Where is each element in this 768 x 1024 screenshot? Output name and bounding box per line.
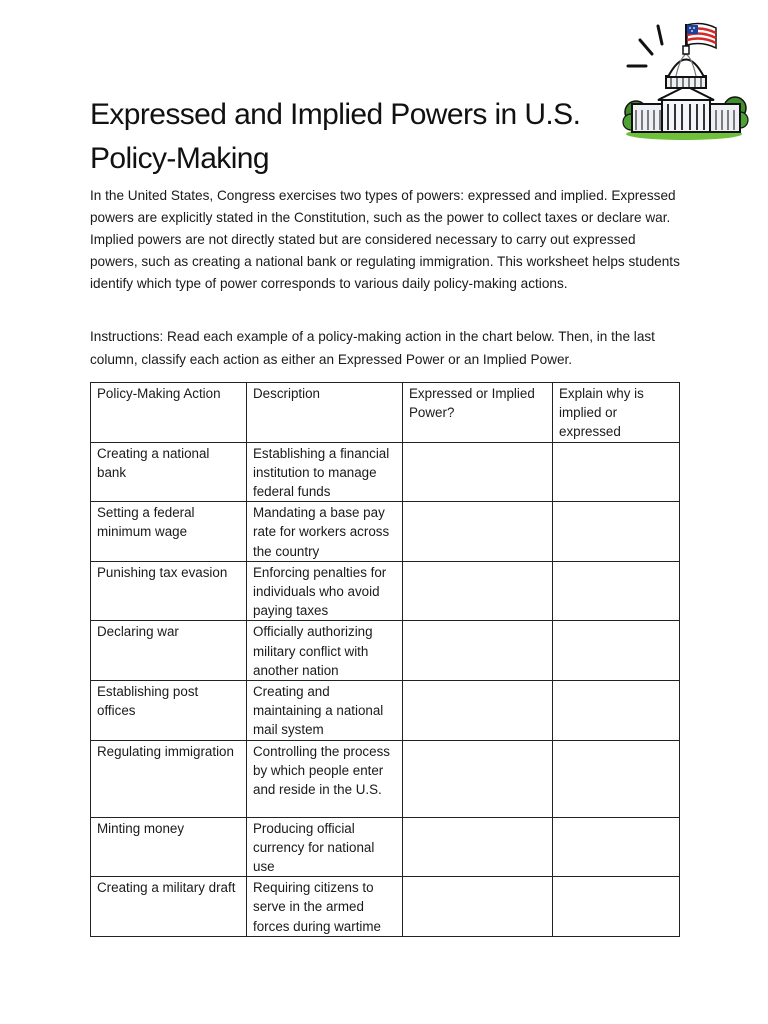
explanation-cell[interactable] xyxy=(553,561,680,621)
table-row xyxy=(91,621,680,681)
action-cell: Declaring war xyxy=(91,621,247,681)
table-row xyxy=(91,442,680,502)
capitol-building-with-flag-icon xyxy=(622,20,750,144)
description-cell: Enforcing penalties for individuals who avoid paying taxes xyxy=(247,561,403,621)
classification-cell[interactable] xyxy=(403,621,553,681)
table-row xyxy=(91,681,680,741)
description-cell: Controlling the process by which people enter and reside in the U.S. xyxy=(247,740,403,817)
classification-cell[interactable] xyxy=(403,877,553,937)
description-cell: Mandating a base pay rate for workers across the country xyxy=(247,502,403,562)
header-classification: Expressed or Implied Power? xyxy=(403,383,553,443)
table-row xyxy=(91,740,680,817)
header-explanation: Explain why is implied or expressed xyxy=(553,383,680,443)
classification-cell[interactable] xyxy=(403,817,553,877)
header-description: Description xyxy=(247,383,403,443)
classification-cell[interactable] xyxy=(403,561,553,621)
intro-paragraph: In the United States, Congress exercises two types of powers: expressed and implied. Expressed powers are explicitly stated in the Constitution, such as the power to collect taxes or declare war. Implied powers are not directly stated but are considered necessary to carry out expressed powers, such as creating a national bank or regulating immigration. This worksheet helps students identify which type of power corresponds to various daily policy-making actions. xyxy=(90,188,680,291)
description-cell: Officially authorizing military conflict with another nation xyxy=(247,621,403,681)
classification-cell[interactable] xyxy=(403,740,553,817)
explanation-cell[interactable] xyxy=(553,817,680,877)
explanation-cell[interactable] xyxy=(553,877,680,937)
explanation-cell[interactable] xyxy=(553,442,680,502)
page-title: Expressed and Implied Powers in U.S. Policy-Making xyxy=(90,98,581,175)
action-cell: Punishing tax evasion xyxy=(91,561,247,621)
action-cell: Regulating immigration xyxy=(91,740,247,817)
explanation-cell[interactable] xyxy=(553,681,680,741)
action-cell: Creating a national bank xyxy=(91,442,247,502)
table-row xyxy=(91,817,680,877)
classification-cell[interactable] xyxy=(403,502,553,562)
header-policy-action: Policy-Making Action xyxy=(91,383,247,443)
table-row xyxy=(91,561,680,621)
instructions-paragraph: Instructions: Read each example of a policy-making action in the chart below. Then, in the last column, classify each action as either an Expressed Power or an Implied Power. xyxy=(90,329,655,367)
table-header-row xyxy=(91,383,680,443)
description-cell: Requiring citizens to serve in the armed forces during wartime xyxy=(247,877,403,937)
action-cell: Minting money xyxy=(91,817,247,877)
table-row xyxy=(91,877,680,937)
description-cell: Establishing a financial institution to manage federal funds xyxy=(247,442,403,502)
description-cell: Producing official currency for national use xyxy=(247,817,403,877)
classification-cell[interactable] xyxy=(403,681,553,741)
action-cell: Establishing post offices xyxy=(91,681,247,741)
powers-table xyxy=(90,382,680,937)
classification-cell[interactable] xyxy=(403,442,553,502)
action-cell: Creating a military draft xyxy=(91,877,247,937)
explanation-cell[interactable] xyxy=(553,621,680,681)
explanation-cell[interactable] xyxy=(553,502,680,562)
description-cell: Creating and maintaining a national mail system xyxy=(247,681,403,741)
action-cell: Setting a federal minimum wage xyxy=(91,502,247,562)
explanation-cell[interactable] xyxy=(553,740,680,817)
table-row xyxy=(91,502,680,562)
